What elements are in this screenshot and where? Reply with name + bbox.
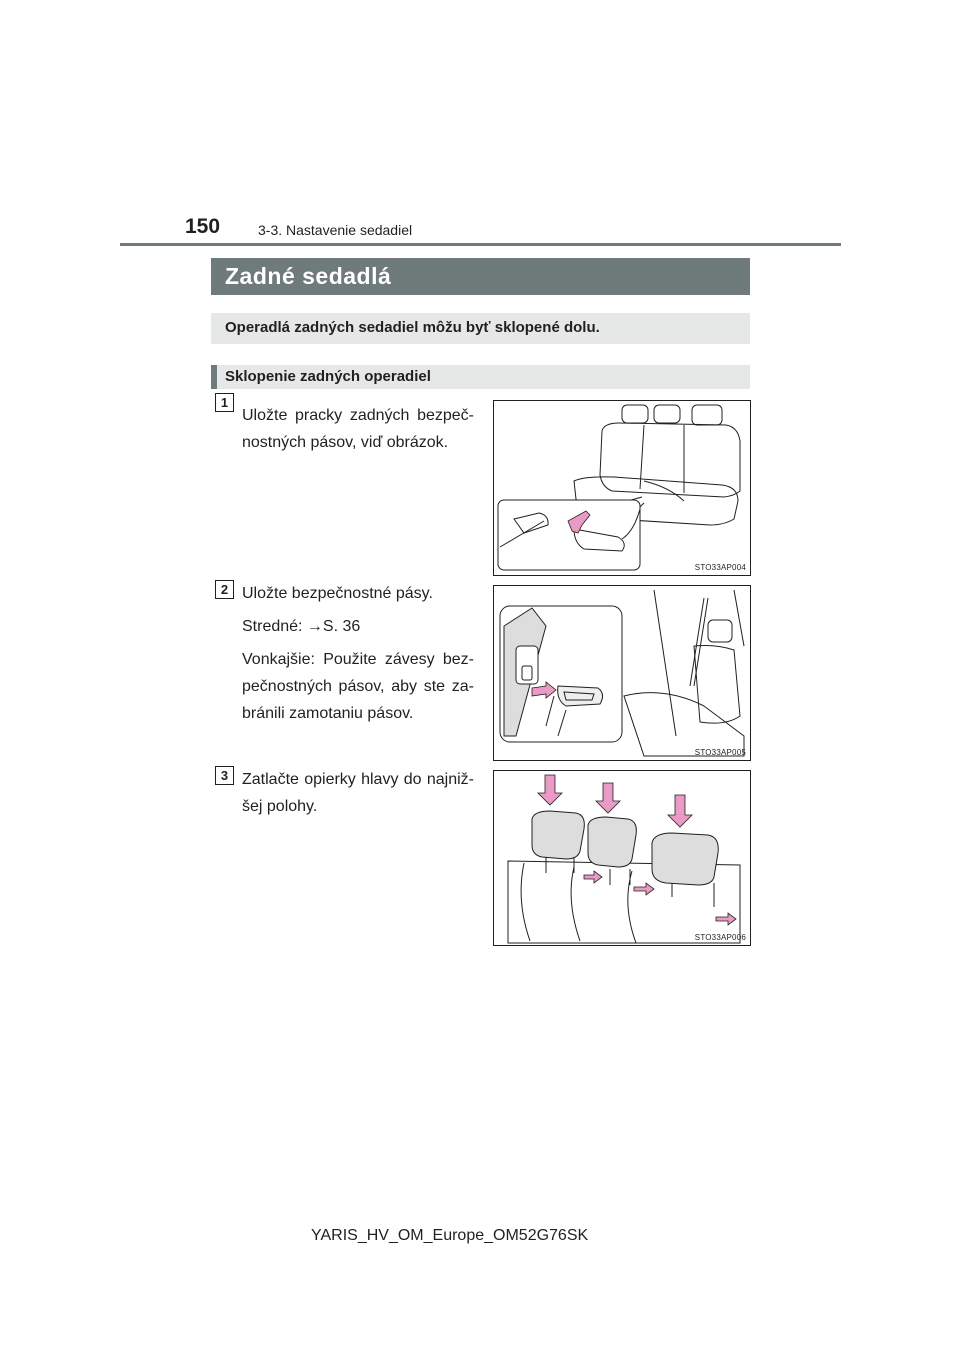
step-2-paragraph-2: Stredné: →S. 36 (242, 618, 361, 635)
subsection-title: Sklopenie zadných operadiel (225, 368, 431, 385)
figure-2-code: STO33AP005 (694, 748, 746, 757)
figure-2 (493, 585, 751, 761)
step-2-text (242, 580, 474, 733)
seat-buckles-illustration (494, 401, 750, 575)
step-3-number: 3 (215, 766, 234, 785)
seatbelt-hanger-illustration (494, 586, 750, 760)
figure-3 (493, 770, 751, 946)
section-title: 3-3. Nastavenie sedadiel (258, 222, 413, 238)
intro-text: Operadlá zadných sedadiel môžu byť sklopené dolu. (225, 319, 600, 336)
headrest-lowering-illustration (494, 771, 750, 945)
step-1-text (242, 402, 474, 462)
step-2-paragraph-3: Vonkajšie: Použite závesy bez-pečnostných pásov, aby ste za-bránili zamotaniu pásov. (242, 651, 474, 722)
figure-3-code: STO33AP006 (694, 933, 746, 942)
step-2-number: 2 (215, 580, 234, 599)
document-footer: YARIS_HV_OM_Europe_OM52G76SK (311, 1227, 589, 1244)
figure-1-code: STO33AP004 (694, 563, 746, 572)
step-1-number: 1 (215, 393, 234, 412)
header-divider (120, 243, 841, 246)
intro-box (211, 313, 750, 344)
title-bar (211, 258, 750, 295)
step-3-text (242, 766, 474, 826)
page-title: Zadné sedadlá (225, 263, 392, 289)
step-3-paragraph: Zatlačte opierky hlavy do najniž-šej polohy. (242, 771, 474, 815)
step-1-paragraph: Uložte pracky zadných bezpeč-nostných pásov, viď obrázok. (242, 407, 474, 451)
page-number: 150 (185, 215, 221, 238)
figure-1 (493, 400, 751, 576)
subsection-accent (211, 365, 217, 389)
step-2-paragraph-1: Uložte bezpečnostné pásy. (242, 585, 433, 602)
subsection-bar (211, 365, 750, 389)
